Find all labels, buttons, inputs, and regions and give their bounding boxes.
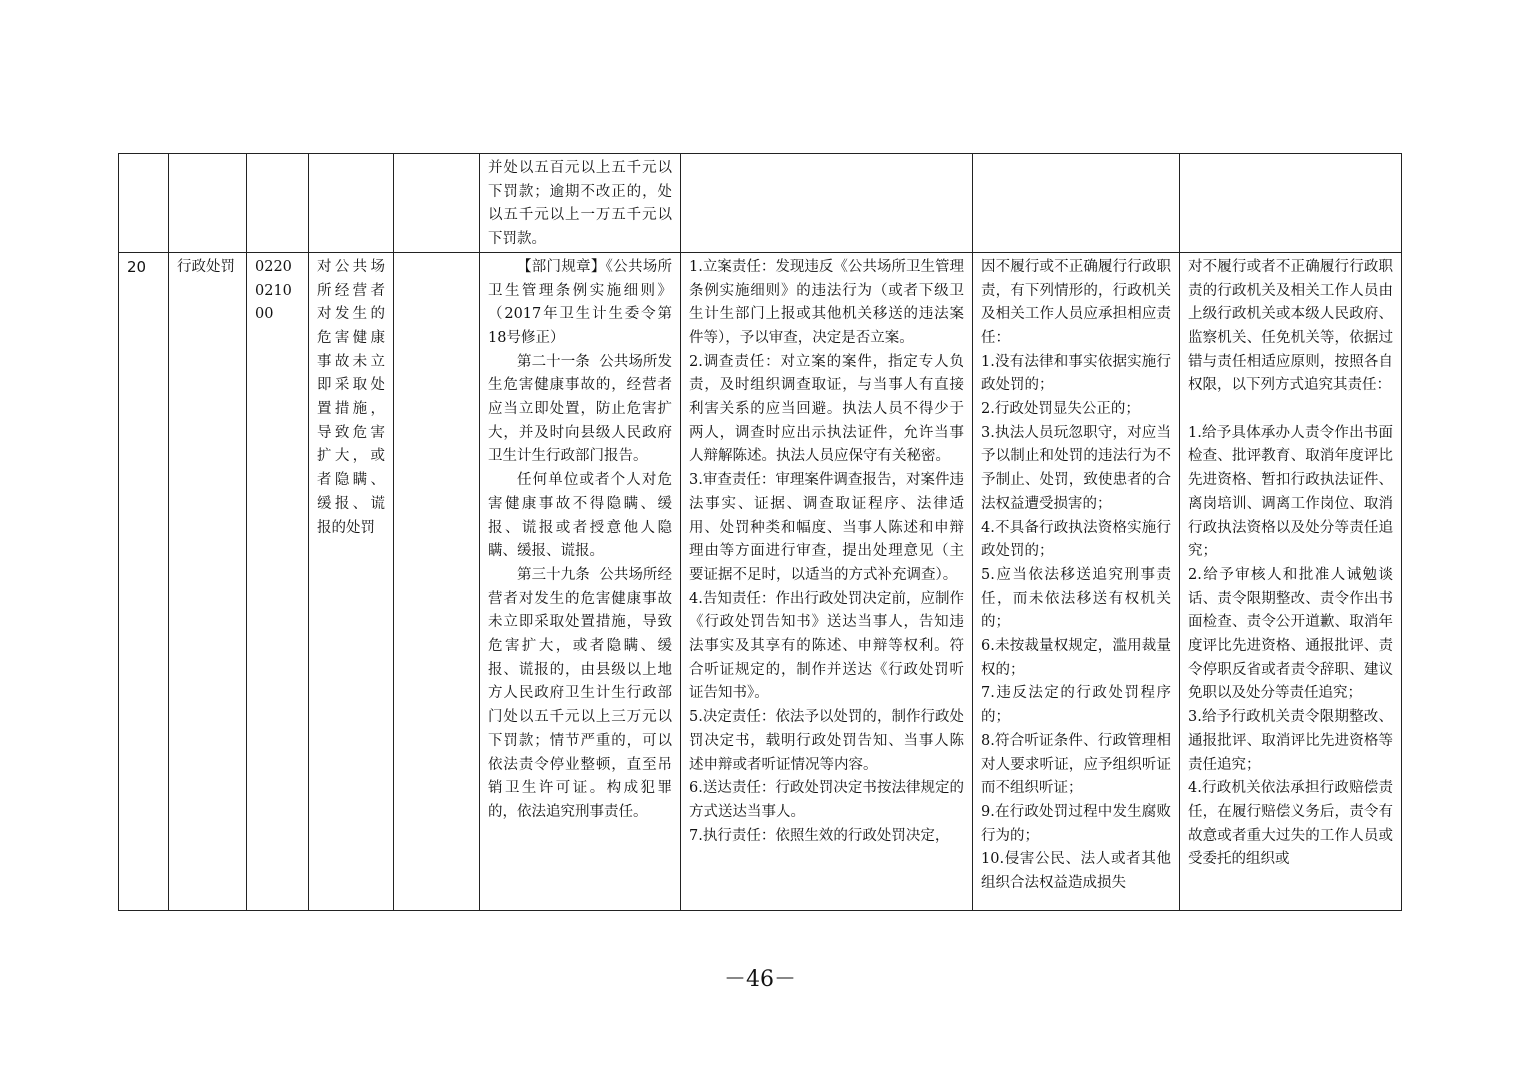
accountability-item: 10.侵害公民、法人或者其他组织合法权益造成损失 — [981, 851, 1171, 892]
cell-seq — [119, 252, 169, 910]
cell-category — [169, 252, 247, 910]
remedy-item: 1.给予具体承办人责令作出书面检查、批评教育、取消年度评比先进资格、暂扣行政执法证件、离岗培训、调离工作岗位、取消行政执法资格以及处分等责任追究； — [1188, 424, 1393, 560]
basis-paragraph: 【部门规章】《公共场所卫生管理条例实施细则》（2017年卫生计生委令第18号修正） — [488, 258, 672, 346]
remedy-spacer — [1188, 398, 1393, 422]
cell-item-name — [309, 252, 394, 910]
cell-sub-item — [394, 252, 480, 910]
remedy-item: 2.给予审核人和批准人诫勉谈话、责令限期整改、责令作出书面检查、责令公开道歉、取消年度评比先进资格、通报批评、责令停职反省或者责令辞职、建议免职以及处分等责任追究； — [1188, 566, 1393, 702]
cell-empty — [1180, 154, 1402, 253]
accountability-item: 6.未按裁量权规定，滥用裁量权的； — [981, 638, 1171, 678]
accountability-item: 5.应当依法移送追究刑事责任，而未依法移送有权机关的； — [981, 566, 1171, 631]
accountability-item: 因不履行或不正确履行行政职责，有下列情形的，行政机关及相关工作人员应承担相应责任： — [981, 258, 1171, 346]
table-row — [119, 252, 1402, 910]
cell-empty — [973, 154, 1180, 253]
accountability-item: 3.执法人员玩忽职守，对应当予以制止和处罚的违法行为不予制止、处罚，致使患者的合法权益遭受损害的； — [981, 424, 1171, 512]
cell-penalty-continuation — [480, 154, 681, 253]
item-name-text: 对公共场所经营者对发生的危害健康事故未立即采取处置措施，导致危害扩大，或者隐瞒、缓报、谎报的处罚 — [317, 258, 385, 536]
responsibility-item: 4.告知责任：作出行政处罚决定前，应制作《行政处罚告知书》送达当事人，告知违法事实及其享有的陈述、申辩等权利。符合听证规定的，制作并送达《行政处罚听证告知书》。 — [689, 590, 964, 702]
accountability-item: 4.不具备行政执法资格实施行政处罚的； — [981, 519, 1171, 560]
responsibility-item: 3.审查责任：审理案件调查报告，对案件违法事实、证据、调查取证程序、法律适用、处罚种类和幅度、当事人陈述和申辩理由等方面进行审查，提出处理意见（主要证据不足时，以适当的方式补充调查）。 — [689, 472, 964, 583]
cell-accountability — [973, 252, 1180, 910]
responsibility-item: 5.决定责任：依法予以处罚的，制作行政处罚决定书，载明行政处罚告知、当事人陈述申辩或者听证情况等内容。 — [689, 709, 964, 773]
accountability-item: 2.行政处罚显失公正的； — [981, 401, 1140, 418]
accountability-item: 8.符合听证条件、行政管理相对人要求听证，应予组织听证而不组织听证； — [981, 732, 1171, 797]
cell-empty — [681, 154, 973, 253]
accountability-item: 1.没有法律和事实依据实施行政处罚的； — [981, 353, 1171, 394]
responsibility-table — [118, 153, 1402, 911]
responsibility-item: 6.送达责任：行政处罚决定书按法律规定的方式送达当事人。 — [689, 780, 964, 820]
cell-empty — [394, 154, 480, 253]
table-row-continuation — [119, 154, 1402, 253]
cell-code — [247, 252, 309, 910]
remedy-item: 对不履行或者不正确履行行政职责的行政机关及相关工作人员由上级行政机关或本级人民政府、监察机关、任免机关等，依据过错与责任相适应原则，按照各自权限，以下列方式追究其责任： — [1188, 258, 1393, 394]
cell-remedy — [1180, 252, 1402, 910]
page-number: －46－ — [724, 967, 796, 992]
basis-paragraph: 第二十一条 公共场所发生危害健康事故的，经营者应当立即处置，防止危害扩大，并及时向县级人民政府卫生计生行政部门报告。 — [488, 353, 672, 465]
basis-paragraph: 第三十九条 公共场所经营者对发生的危害健康事故未立即采取处置措施，导致危害扩大，或者隐瞒、缓报、谎报的，由县级以上地方人民政府卫生计生行政部门处以五千元以上三万元以下罚款；情节严重的，可以依法责令停业整顿，直至吊销卫生许可证。构成犯罪的，依法追究刑事责任。 — [488, 566, 672, 820]
cell-empty — [309, 154, 394, 253]
cell-empty — [119, 154, 169, 253]
basis-paragraph: 任何单位或者个人对危害健康事故不得隐瞒、缓报、谎报或者授意他人隐瞒、缓报、谎报。 — [488, 472, 672, 560]
remedy-item: 4.行政机关依法承担行政赔偿责任，在履行赔偿义务后，责令有故意或者重大过失的工作人员或受委托的组织或 — [1188, 780, 1393, 868]
code-text: 0220021000 — [255, 258, 292, 323]
cell-empty — [247, 154, 309, 253]
accountability-item: 7.违反法定的行政处罚程序的； — [981, 685, 1171, 726]
remedy-item: 3.给予行政机关责令限期整改、通报批评、取消评比先进资格等责任追究； — [1188, 709, 1393, 773]
responsibility-item: 7.执行责任：依照生效的行政处罚决定， — [689, 827, 950, 844]
responsibility-item: 2.调查责任：对立案的案件，指定专人负责，及时组织调查取证，与当事人有直接利害关系的应当回避。执法人员不得少于两人，调查时应出示执法证件，允许当事人辩解陈述。执法人员应保守有关秘密。 — [689, 353, 964, 465]
category-text: 行政处罚 — [177, 258, 235, 275]
cell-legal-basis — [480, 252, 681, 910]
penalty-continuation-text: 并处以五百元以上五千元以下罚款；逾期不改正的，处以五千元以上一万五千元以下罚款。 — [488, 160, 672, 248]
responsibility-item: 1.立案责任：发现违反《公共场所卫生管理条例实施细则》的违法行为（或者下级卫生计生部门上报或其他机关移送的违法案件等），予以审查，决定是否立案。 — [689, 258, 964, 346]
cell-empty — [169, 154, 247, 253]
cell-responsibility — [681, 252, 973, 910]
seq-number: 20 — [127, 257, 147, 276]
accountability-item: 9.在行政处罚过程中发生腐败行为的； — [981, 803, 1171, 844]
